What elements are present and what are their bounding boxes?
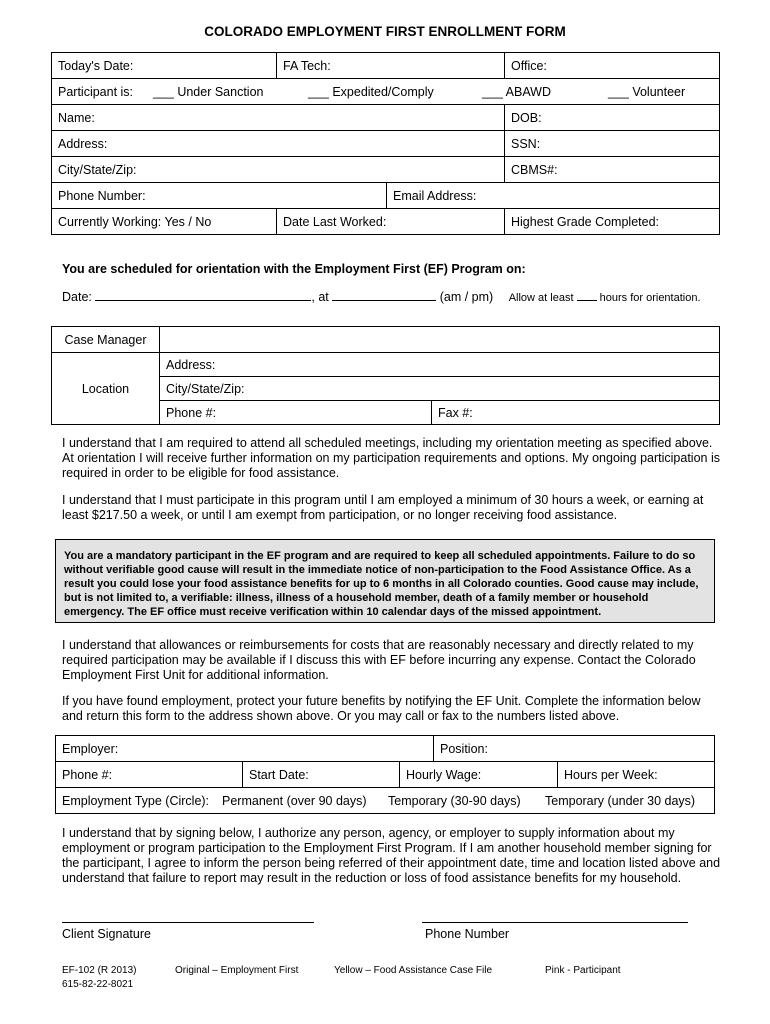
signature-phone-label: Phone Number (425, 927, 510, 941)
orientation-date-blank[interactable] (95, 289, 311, 301)
under-sanction-option[interactable]: ___ Under Sanction (153, 85, 264, 99)
orientation-time-blank[interactable] (332, 289, 436, 301)
orientation-date-line (62, 289, 701, 304)
ampm-label: (am / pm) (439, 290, 494, 304)
ssn-field[interactable]: SSN: (505, 131, 720, 157)
participant-status-row (52, 79, 720, 105)
form-id: EF-102 (R 2013) (62, 965, 137, 976)
hourly-wage-field[interactable]: Hourly Wage: (400, 762, 558, 788)
phone-number-signature-line[interactable] (422, 922, 688, 923)
name-field[interactable]: Name: (52, 105, 505, 131)
authorization-paragraph: I understand that by signing below, I authorize any person, agency, or employer to supply information about my employment or program participation to the Employment First Program. If I am another household member signing for the participant, I agree to inform the person being referred of their appointment date, time and location listed above and understand that failure to report may result in the reduction or loss of food assistance benefits for my household. (62, 826, 721, 885)
location-address-field[interactable]: Address: (160, 353, 720, 377)
temporary-30-90-option[interactable]: Temporary (30-90 days) (388, 794, 521, 808)
permanent-option[interactable]: Permanent (over 90 days) (222, 794, 367, 808)
orientation-heading: You are scheduled for orientation with the Employment First (EF) Program on: (62, 262, 526, 276)
form-code: 615-82-22-8021 (62, 979, 134, 990)
email-address-field[interactable]: Email Address: (387, 183, 720, 209)
client-signature-label: Client Signature (62, 927, 151, 941)
participation-duration-paragraph: I understand that I must participate in this program until I am employed a minimum of 30 hours a week, or earning at least $217.50 a week, or until I am exempt from participation, or no longer receiving food assistance. (62, 493, 704, 522)
case-manager-field[interactable] (160, 327, 720, 353)
volunteer-option[interactable]: ___ Volunteer (608, 85, 686, 99)
copy-yellow-note: Yellow – Food Assistance Case File (334, 965, 493, 976)
at-label: , at (311, 290, 329, 304)
location-phone-field[interactable]: Phone #: (160, 401, 432, 425)
date-label: Date: (62, 290, 92, 304)
employer-field[interactable]: Employer: (56, 736, 434, 762)
attendance-paragraph: I understand that I am required to attend all scheduled meetings, including my orientation meeting as specified above. At orientation I will receive further information on my participation requirements and options. My ongoing participation is required in order to be eligible for food assistance. (62, 436, 720, 480)
employment-type-label: Employment Type (Circle): (62, 793, 210, 808)
client-signature-line[interactable] (62, 922, 314, 923)
copy-pink-note: Pink - Participant (545, 965, 621, 976)
abawd-option[interactable]: ___ ABAWD (482, 85, 552, 99)
employer-phone-field[interactable]: Phone #: (56, 762, 243, 788)
todays-date-field[interactable]: Today's Date: (52, 53, 277, 79)
expedited-comply-option[interactable]: ___ Expedited/Comply (308, 85, 434, 99)
city-state-zip-field[interactable]: City/State/Zip: (52, 157, 505, 183)
date-last-worked-field[interactable]: Date Last Worked: (277, 209, 505, 235)
copy-original-note: Original – Employment First (175, 965, 299, 976)
allow-hours-note: Allow at least hours for orientation. (508, 292, 701, 304)
location-fax-field[interactable]: Fax #: (432, 401, 720, 425)
hours-per-week-field[interactable]: Hours per Week: (558, 762, 715, 788)
case-manager-table (51, 326, 720, 425)
highest-grade-field[interactable]: Highest Grade Completed: (505, 209, 720, 235)
address-field[interactable]: Address: (52, 131, 505, 157)
location-city-state-zip-field[interactable]: City/State/Zip: (160, 377, 720, 401)
allowances-paragraph: I understand that allowances or reimbursements for costs that are reasonably necessary and directly related to my required participation may be available if I discuss this with EF before incurring any expense. Contact the Colorado Employment First Unit for additional information. (62, 638, 696, 682)
office-field[interactable]: Office: (505, 53, 720, 79)
start-date-field[interactable]: Start Date: (243, 762, 400, 788)
location-label: Location (52, 353, 160, 425)
participant-is-label: Participant is: (58, 84, 134, 99)
form-title: COLORADO EMPLOYMENT FIRST ENROLLMENT FORM (204, 24, 566, 39)
phone-number-field[interactable]: Phone Number: (52, 183, 387, 209)
employment-notice-paragraph: If you have found employment, protect your future benefits by notifying the EF Unit. Complete the information below and return this form to the address shown above. Or you may call or fax to the numbers listed above. (62, 694, 701, 723)
allow-hours-blank[interactable] (577, 291, 597, 301)
cbms-field[interactable]: CBMS#: (505, 157, 720, 183)
currently-working-field[interactable]: Currently Working: Yes / No (52, 209, 277, 235)
employment-type-row (56, 788, 715, 814)
fa-tech-field[interactable]: FA Tech: (277, 53, 505, 79)
mandatory-participation-warning: You are a mandatory participant in the EF program and are required to keep all scheduled appointments. Failure to do so without verifiable good cause will result in the immediate notice of non-participation to the Food Assistance Office. As a result you could lose your food assistance benefits for up to 6 months in all Colorado counties. Good cause may include, but is not limited to, a verifiable: illness, illness of a household member, death of a family member or household emergency. The EF office must receive verification within 10 calendar days of the missed appointment. (55, 539, 715, 623)
case-manager-label: Case Manager (52, 327, 160, 353)
employment-table (55, 735, 715, 814)
temporary-under-30-option[interactable]: Temporary (under 30 days) (545, 794, 696, 808)
participant-info-table (51, 52, 720, 235)
position-field[interactable]: Position: (434, 736, 715, 762)
dob-field[interactable]: DOB: (505, 105, 720, 131)
